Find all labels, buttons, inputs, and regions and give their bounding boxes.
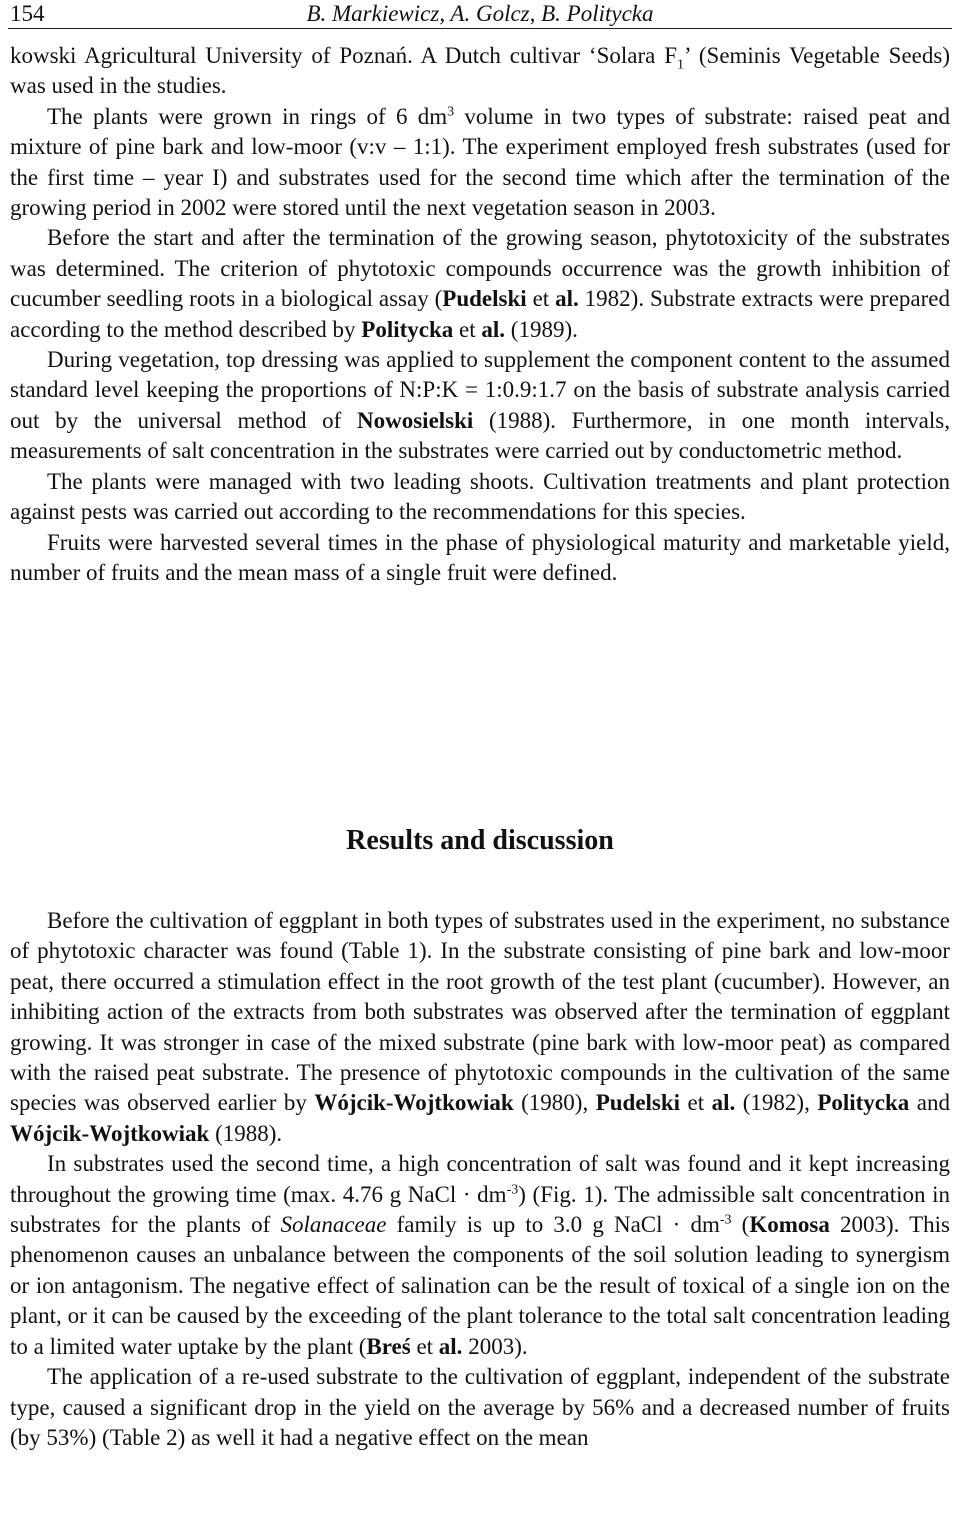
running-head-authors: B. Markiewicz, A. Golcz, B. Politycka bbox=[306, 1, 654, 26]
results-text bbox=[10, 906, 950, 1453]
citation-author: Pudelski bbox=[442, 286, 527, 312]
paragraph: The application of a re-used substrate to the cultivation of eggplant, independent of the substrate type, caused a significant drop in the yield on the average by 56% and a decreased number of fruits (by 53%) (Table 2) as well it had a negative effect on the mean bbox=[10, 1364, 950, 1450]
citation-author: Politycka bbox=[817, 1090, 910, 1116]
citation-author: Nowosielski bbox=[357, 407, 474, 433]
paragraph: kowski Agricultural University of Poznań. A Dutch cultivar ‘Solara $F_1$’ (Seminis Vegetable Seeds) was used in the studies. bbox=[10, 43, 951, 99]
paragraph: Before the start and after the termination of the growing season, phytotoxicity of the substrates was determined. The criterion of phytotoxic compounds occurrence was the growth inhibition of cucumber seedling roots in a biological assay (Pudelski et al. 1982). Substrate extracts were prepared according to the method described by Politycka et al. (1989). bbox=[10, 225, 950, 342]
citation-author: Politycka bbox=[361, 316, 454, 342]
methods-text bbox=[10, 41, 950, 588]
citation-author: Wójcik-Wojtkowiak bbox=[314, 1090, 514, 1116]
citation-author: Komosa bbox=[749, 1212, 830, 1238]
section-heading: Results and discussion bbox=[346, 825, 614, 856]
paragraph: Before the cultivation of eggplant in both types of substrates used in the experiment, no substance of phytotoxic character was found (Table 1). In the substrate consisting of pine bark and low-moor peat, there occurred a stimulation effect in the root growth of the test plant (cucumber). However, an inhibiting action of the extracts from both substrates was observed after the termination of eggplant growing. It was stronger in case of the mixed substrate (pine bark with low-moor peat) as compared with the raised peat substrate. The presence of phytotoxic compounds in the cultivation of the same species was observed earlier by Wójcik-Wojtkowiak (1980), Pudelski et al. (1982), Politycka and Wójcik-Wojtkowiak (1988). bbox=[10, 908, 950, 1146]
paragraph: The plants were grown in rings of 6 $dm^3$ volume in two types of substrate: raised peat and mixture of pine bark and low-moor (v:v – 1:1). The experiment employed fresh substrates (used for the first time – year I) and substrates used for the second time which after the termination of the growing period in 2002 were stored until the next vegetation season in 2003. bbox=[10, 103, 951, 221]
taxon-name: Solanaceae bbox=[280, 1212, 387, 1238]
citation-author: Pudelski bbox=[595, 1090, 681, 1116]
paragraph: Fruits were harvested several times in the phase of physiological maturity and marketable yield, number of fruits and the mean mass of a single fruit were defined. bbox=[10, 529, 950, 585]
page-number: 154 bbox=[10, 1, 45, 26]
citation-author: Breś bbox=[366, 1333, 411, 1359]
paragraph: In substrates used the second time, a high concentration of salt was found and it kept increasing throughout the growing time (max. 4.76 g NaCl · $dm^{-3}$) (Fig. 1). The admissible salt concentration in substrates for the plants of Solanaceae family is up to 3.0 g NaCl · $dm^{-3}$ (Komosa 2003). This phenomenon causes an unbalance between the components of the soil solution leading to synergism or ion antagonism. The negative effect of salination can be the result of toxical of a single ion on the plant, or it can be caused by the exceeding of the plant tolerance to the total salt concentration leading to a limited water uptake by the plant (Breś et al. 2003). bbox=[10, 1151, 951, 1359]
paragraph: During vegetation, top dressing was applied to supplement the component content to the assumed standard level keeping the proportions of N:P:K = 1:0.9:1.7 on the basis of substrate analysis carried out by the universal method of Nowosielski (1988). Furthermore, in one month intervals, measurements of salt concentration in the substrates were carried out by conductometric method. bbox=[10, 347, 950, 464]
paragraph: The plants were managed with two leading shoots. Cultivation treatments and plant protection against pests was carried out according to the recommendations for this species. bbox=[10, 468, 950, 525]
citation-author: Wójcik-Wojtkowiak bbox=[10, 1120, 210, 1146]
running-head bbox=[8, 0, 952, 29]
